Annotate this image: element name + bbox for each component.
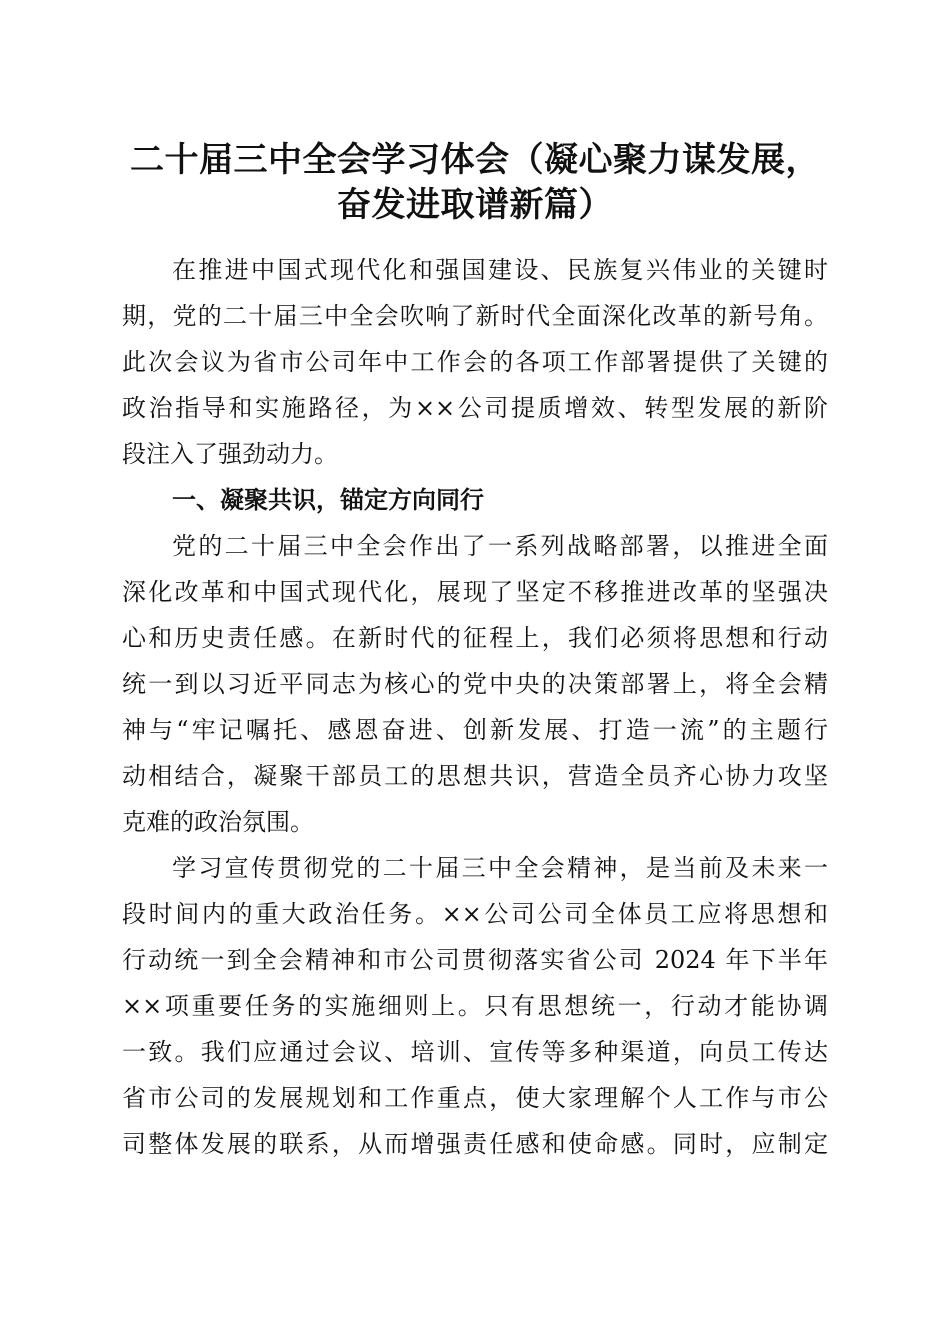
text-line: 一致。我们应通过会议、培训、宣传等多种渠道，向员工传达	[122, 1038, 828, 1066]
text-line: 深化改革和中国式现代化，展现了坚定不移推进改革的坚强决	[122, 578, 828, 606]
section-heading: 一、凝聚共识，锚定方向同行	[172, 485, 484, 514]
text-line: 学习宣传贯彻党的二十届三中全会精神，是当前及未来一	[172, 854, 828, 882]
text-line: 统一到以习近平同志为核心的党中央的决策部署上，将全会精	[122, 670, 828, 698]
document-title-line-1: 二十届三中全会学习体会（凝心聚力谋发展，	[130, 140, 820, 180]
text-line: 省市公司的发展规划和工作重点，使大家理解个人工作与市公	[122, 1084, 828, 1112]
text-line: 行动统一到全会精神和市公司贯彻落实省公司 2024 年下半年	[122, 946, 828, 974]
text-line: 心和历史责任感。在新时代的征程上，我们必须将思想和行动	[122, 624, 828, 652]
text-line: 在推进中国式现代化和强国建设、民族复兴伟业的关键时	[172, 256, 828, 284]
text-line: 政治指导和实施路径，为××公司提质增效、转型发展的新阶	[122, 394, 828, 422]
paragraph	[122, 523, 828, 845]
text-line: 段时间内的重大政治任务。××公司公司全体员工应将思想和	[122, 900, 828, 928]
text-line: 期，党的二十届三中全会吹响了新时代全面深化改革的新号角。	[122, 302, 828, 330]
text-line: 段注入了强劲动力。	[122, 440, 338, 468]
text-line: 动相结合，凝聚干部员工的思想共识，营造全员齐心协力攻坚	[122, 762, 828, 790]
text-line: 党的二十届三中全会作出了一系列战略部署，以推进全面	[172, 532, 828, 560]
text-line: 此次会议为省市公司年中工作会的各项工作部署提供了关键的	[122, 348, 828, 376]
text-line: 克难的政治氛围。	[122, 808, 314, 836]
paragraph-intro	[122, 247, 828, 477]
paragraph	[122, 845, 828, 1167]
text-line: 司整体发展的联系，从而增强责任感和使命感。同时，应制定	[122, 1130, 828, 1158]
text-line: ××项重要任务的实施细则上。只有思想统一，行动才能协调	[122, 992, 828, 1020]
text-line: 神与“牢记嘱托、感恩奋进、创新发展、打造一流”的主题行	[122, 716, 828, 744]
document-title-line-2: 奋发进取谱新篇）	[337, 185, 613, 225]
document-body	[122, 247, 828, 1167]
